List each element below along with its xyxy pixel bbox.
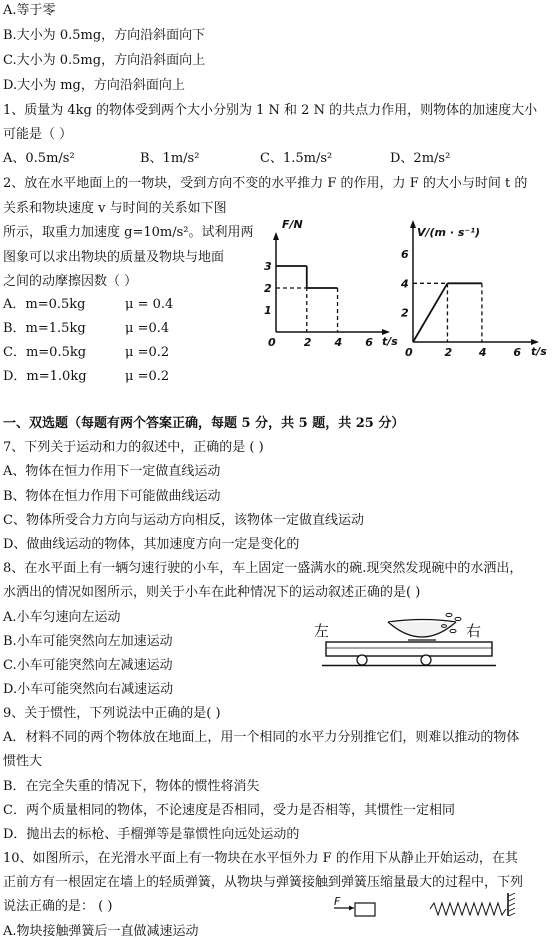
- y-tick-label: 6: [401, 248, 409, 261]
- x-tick-label: 2: [303, 336, 312, 349]
- y-tick-label: 3: [264, 260, 272, 273]
- q1-option-a: A、0.5m/s²: [3, 151, 75, 166]
- q9-option-a-line2: 惯性大: [3, 754, 43, 769]
- series-line-segment: [413, 283, 447, 342]
- x-tick-label: 6: [513, 346, 522, 359]
- q10-stem-line1: 10、如图所示，在光滑水平面上有一物块在水平恒外力 F 的作用下从静止开始运动，在其: [3, 851, 518, 866]
- wall-hatch: [509, 893, 515, 916]
- top-option-b: B.大小为 0.5mg，方向沿斜面向下: [3, 28, 206, 43]
- x-tick-label: 6: [365, 336, 373, 349]
- y-tick-label: 2: [264, 282, 272, 295]
- q9-option-d: D．抛出去的标枪、手榴弹等是靠惯性向远处运动的: [3, 827, 300, 842]
- q7-stem: 7、下列关于运动和力的叙述中，正确的是 ( ): [3, 440, 264, 455]
- x-axis-label: t/s: [531, 345, 547, 358]
- q8-option-d: D.小车可能突然向右减速运动: [3, 682, 174, 697]
- q2-stem-line5: 之间的动摩擦因数（ ）: [3, 274, 138, 289]
- water-drop: [455, 617, 461, 620]
- q2-option-c-mass: C．m=0.5kg: [3, 345, 87, 360]
- q8-option-c: C.小车可能突然向左减速运动: [3, 658, 173, 673]
- top-option-a: A.等于零: [3, 3, 56, 18]
- q10-option-a: A.物块接触弹簧后一直做减速运动: [3, 924, 199, 939]
- q2-option-d-mass: D．m=1.0kg: [3, 369, 87, 384]
- q2-stem-line4: 图象可以求出物块的质量及物块与地面: [3, 250, 225, 265]
- cart-body: [326, 642, 492, 656]
- cart-bowl-figure: [308, 606, 508, 672]
- q7-option-b: B、物体在恒力作用下可能做曲线运动: [3, 489, 221, 504]
- q2-option-d-mu: μ =0.2: [125, 369, 170, 384]
- q1-stem-line1: 1、质量为 4kg 的物体受到两个大小分别为 1 N 和 2 N 的共点力作用，则物体的加速度大小: [3, 103, 538, 118]
- q1-option-d: D、2m/s²: [390, 151, 451, 166]
- x-tick-label: 2: [444, 346, 453, 359]
- spring: [430, 903, 506, 915]
- force-label: F: [334, 895, 341, 908]
- water-drop: [446, 613, 452, 616]
- q9-stem: 9、关于惯性，下列说法中正确的是( ): [3, 706, 221, 721]
- q2-option-c: [3, 345, 170, 361]
- q2-option-d: [3, 369, 170, 385]
- q2-stem-line2: 关系和物块速度 v 与时间的关系如下图: [3, 201, 227, 216]
- y-axis-arrow: [410, 220, 416, 228]
- q10-stem-line3: 说法正确的是： ( ): [3, 899, 113, 914]
- q2-stem-line3: 所示，取重力加速度 g=10m/s²。试利用两: [3, 225, 254, 240]
- x-tick-label: 0: [405, 346, 413, 359]
- bowl-body: [388, 622, 456, 637]
- q2-option-b-mass: B．m=1.5kg: [3, 321, 86, 336]
- water-drop: [450, 629, 456, 632]
- q2-option-c-mu: μ =0.2: [125, 345, 170, 360]
- q1-option-b: B、1m/s²: [140, 151, 200, 166]
- top-option-c: C.大小为 0.5mg，方向沿斜面向上: [3, 53, 206, 68]
- spring-block-figure: [330, 893, 520, 916]
- cart-wheel: [421, 655, 431, 665]
- q2-option-b: [3, 321, 170, 337]
- q1-option-c: C、1.5m/s²: [260, 151, 333, 166]
- top-option-d: D.大小为 mg，方向沿斜面向上: [3, 78, 185, 93]
- q9-option-a-line1: A．材料不同的两个物体放在地面上，用一个相同的水平力分别推它们，则难以推动的物体: [3, 730, 520, 745]
- q2-option-a-mu: μ = 0.4: [125, 297, 174, 312]
- cart-wheel: [357, 655, 367, 665]
- q2-option-b-mu: μ =0.4: [125, 321, 170, 336]
- q8-stem-line1: 8、在水平面上有一辆匀速行驶的小车，车上固定一盛满水的碗.现突然发现碗中的水洒出，: [3, 561, 523, 576]
- force-arrow-head: [349, 906, 354, 911]
- q7-option-c: C、物体所受合力方向与运动方向相反，该物体一定做直线运动: [3, 513, 364, 528]
- bowl-rim: [388, 620, 456, 623]
- q9-option-c: C．两个质量相同的物体，不论速度是否相同，受力是否相等，其惯性一定相同: [3, 803, 455, 818]
- q1-options: [3, 151, 543, 167]
- y-tick-label: 4: [401, 277, 409, 291]
- velocity-time-graph: [393, 218, 553, 360]
- y-tick-label: 1: [264, 304, 272, 317]
- q9-option-b: B．在完全失重的情况下，物体的惯性将消失: [3, 779, 260, 794]
- q7-option-a: A、物体在恒力作用下一定做直线运动: [3, 464, 221, 479]
- x-tick-label: 0: [268, 336, 276, 349]
- y-tick-label: 2: [401, 306, 409, 320]
- y-axis-label: V/(m · s⁻¹): [417, 226, 481, 239]
- x-tick-label: 4: [478, 346, 487, 359]
- x-axis-label: t/s: [382, 335, 398, 348]
- q2-option-a-mass: A．m=0.5kg: [3, 297, 86, 312]
- left-label: 左: [314, 622, 330, 640]
- q2-stem-line1: 2、放在水平地面上的一物块，受到方向不变的水平推力 F 的作用，力 F 的大小与时间 t 的: [3, 176, 528, 191]
- q8-option-b: B.小车可能突然向左加速运动: [3, 634, 173, 649]
- q10-stem-line2: 正前方有一根固定在墙上的轻质弹簧，从物块与弹簧接触到弹簧压缩量最大的过程中，下列: [3, 875, 524, 890]
- q8-stem-line2: 水洒出的情况如图所示，则关于小车在此种情况下的运动叙述正确的是( ): [3, 585, 421, 600]
- block: [355, 903, 375, 916]
- right-label: 右: [466, 622, 482, 640]
- x-tick-label: 4: [334, 336, 343, 349]
- q7-option-d: D、做曲线运动的物体，其加速度方向一定是变化的: [3, 537, 300, 552]
- y-axis-arrow: [273, 232, 279, 240]
- force-time-graph: [256, 210, 398, 355]
- section-heading: 一、双选题（每题有两个答案正确，每题 5 分，共 5 题，共 25 分）: [3, 416, 405, 431]
- q2-option-a: [3, 297, 174, 313]
- y-axis-label: F/N: [282, 218, 303, 231]
- q8-option-a: A.小车匀速向左运动: [3, 610, 121, 625]
- q1-stem-line2: 可能是（ ）: [3, 127, 73, 142]
